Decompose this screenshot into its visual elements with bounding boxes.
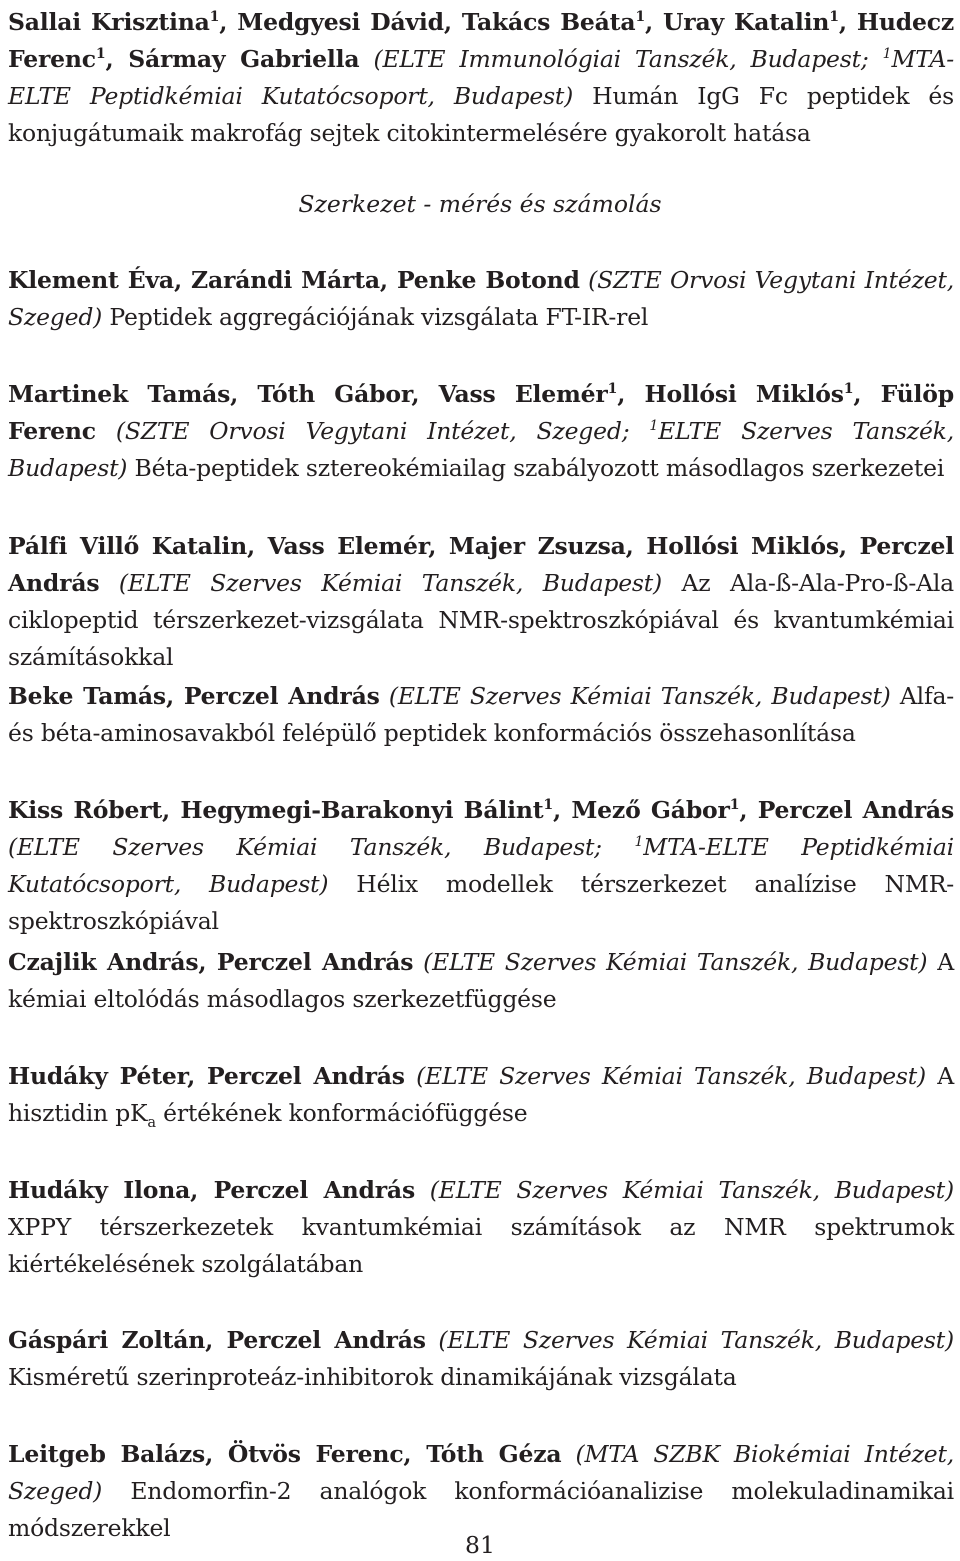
abstract-entry [8, 4, 954, 152]
abstract-entry [8, 376, 954, 487]
entry-title: Kisméretű szerinproteáz-inhibitorok dinamikájának vizsgálata [8, 1363, 737, 1391]
section-heading: Szerkezet - mérés és számolás [298, 190, 662, 218]
entry-authors: Gáspári Zoltán, Perczel András [8, 1326, 426, 1354]
entry-affiliation: (ELTE Szerves Kémiai Tanszék, Budapest) [99, 569, 662, 597]
entry-title: Hélix modellek térszerkezet analízise NMR-spektroszkópiával [8, 870, 954, 935]
abstract-entry [8, 528, 954, 676]
entry-title: Alfa- és béta-aminosavakból felépülő peptidek konformációs összehasonlítása [8, 682, 954, 747]
entry-authors: Leitgeb Balázs, Ötvös Ferenc, Tóth Géza [8, 1440, 562, 1468]
entry-authors: Klement Éva, Zarándi Márta, Penke Botond [8, 266, 580, 294]
abstract-entry [8, 1058, 954, 1132]
entry-title: Az Ala-ß-Ala-Pro-ß-Ala ciklopeptid térszerkezet-vizsgálata NMR-spektroszkópiával és kvantumkémiai számításokkal [8, 569, 954, 671]
entry-authors: Pálfi Villő Katalin, Vass Elemér, Majer Zsuzsa, Hollósi Miklós, Perczel András [8, 532, 954, 597]
entry-affiliation: (ELTE Szerves Kémiai Tanszék, Budapest; $^1$MTA-ELTE Peptidkémiai Kutatócsoport, Budapest) [8, 833, 954, 898]
page-number: 81 [465, 1531, 495, 1559]
entry-affiliation: (SZTE Orvosi Vegytani Intézet, Szeged; $^1$ELTE Szerves Tanszék, Budapest) [8, 417, 954, 482]
entry-authors: Kiss Róbert, Hegymegi-Barakonyi Bálint$^1$, Mező Gábor$^1$, Perczel András [8, 796, 954, 824]
entry-title: A kémiai eltolódás másodlagos szerkezetfüggése [8, 948, 954, 1013]
abstract-entry [8, 1322, 954, 1396]
entry-authors: Martinek Tamás, Tóth Gábor, Vass Elemér$^1$, Hollósi Miklós$^1$, Fülöp Ferenc [8, 380, 954, 445]
entry-authors: Beke Tamás, Perczel András [8, 682, 380, 710]
entry-affiliation: (MTA SZBK Biokémiai Intézet, Szeged) [8, 1440, 954, 1505]
entry-title: XPPY térszerkezetek kvantumkémiai számítások az NMR spektrumok kiértékelésének szolgálatában [8, 1213, 954, 1278]
entry-authors: Sallai Krisztina$^1$, Medgyesi Dávid, Takács Beáta$^1$, Uray Katalin$^1$, Hudecz Ferenc$^1$, Sármay Gabriella [8, 8, 954, 73]
entry-affiliation: (ELTE Szerves Kémiai Tanszék, Budapest) [404, 1062, 926, 1090]
abstract-entry [8, 262, 954, 336]
entry-authors: Hudáky Péter, Perczel András [8, 1062, 405, 1090]
abstract-entry [8, 1172, 954, 1283]
entry-affiliation: (ELTE Szerves Kémiai Tanszék, Budapest) [415, 1176, 954, 1204]
entry-title: Endomorfin-2 analógok konformációanalizise molekuladinamikai módszerekkel [8, 1477, 954, 1542]
entry-authors: Hudáky Ilona, Perczel András [8, 1176, 415, 1204]
entry-title: Béta-peptidek sztereokémiailag szabályozott másodlagos szerkezetei [127, 454, 945, 482]
entry-affiliation: (ELTE Szerves Kémiai Tanszék, Budapest) [425, 1326, 954, 1354]
abstract-entry [8, 792, 954, 940]
entry-affiliation: (ELTE Szerves Kémiai Tanszék, Budapest) [413, 948, 928, 976]
abstract-entry [8, 944, 954, 1018]
entry-title: Humán IgG Fc peptidek és konjugátumaik makrofág sejtek citokintermelésére gyakorolt hatása [8, 82, 954, 147]
entry-affiliation: (SZTE Orvosi Vegytani Intézet, Szeged) [8, 266, 954, 331]
entry-title: Peptidek aggregációjának vizsgálata FT-IR-rel [102, 303, 649, 331]
entry-authors: Czajlik András, Perczel András [8, 948, 414, 976]
entry-affiliation: (ELTE Immunológiai Tanszék, Budapest; $^1$MTA-ELTE Peptidkémiai Kutatócsoport, Budapest) [8, 45, 955, 110]
entry-title: A hisztidin $pK_a$ értékének konformációfüggése [8, 1062, 954, 1131]
entry-affiliation: (ELTE Szerves Kémiai Tanszék, Budapest) [379, 682, 891, 710]
abstract-entry [8, 678, 954, 752]
